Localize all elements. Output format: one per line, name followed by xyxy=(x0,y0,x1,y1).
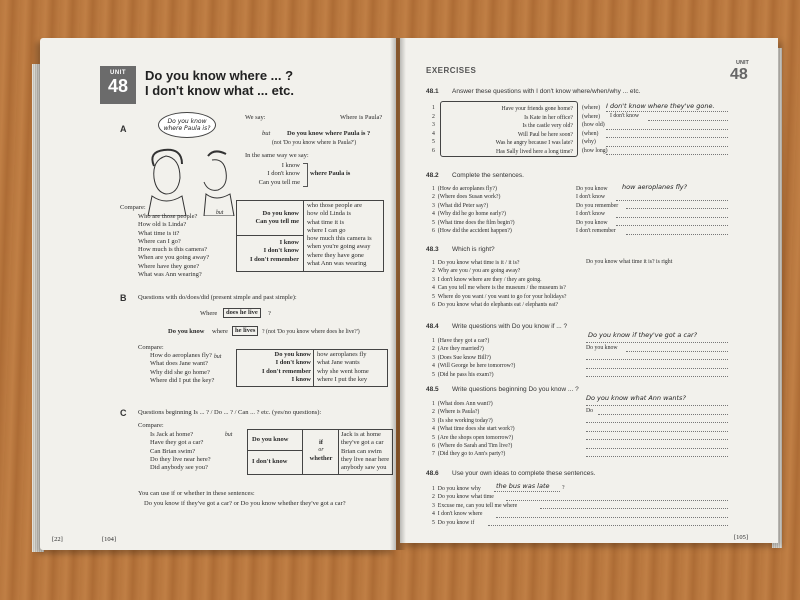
list-item: Do you know xyxy=(274,351,311,358)
list-item: whether xyxy=(309,454,333,462)
list-item: who those people are xyxy=(307,202,363,209)
list-item: if xyxy=(319,439,323,446)
box-divider xyxy=(313,350,314,386)
ex-48-3-number: 48.3 xyxy=(426,246,439,253)
list-item: 1 Do you know what time is it / it is? xyxy=(432,260,520,266)
list-item: Do you know xyxy=(576,219,608,226)
list-item: when you're going away xyxy=(307,243,371,251)
list-item: what Jane wants xyxy=(317,359,360,367)
list-item: 2 Why are you / you are going away? xyxy=(432,268,521,275)
box-c-right xyxy=(341,431,389,472)
list-item: 2 (Where is Paula?) xyxy=(432,409,480,416)
list-item: Is the castle very old? xyxy=(522,123,573,129)
section-c-intro: Questions beginning Is ... ? / Do ... ? / Can ... ? etc. (yes/no questions): xyxy=(138,409,322,416)
ex-48-3-items xyxy=(432,259,566,309)
ex-48-1-nums: 1 2 3 4 5 6 xyxy=(432,105,435,154)
right-page xyxy=(400,38,778,543)
book-gutter xyxy=(390,38,406,550)
answer-line xyxy=(606,146,728,147)
list-item: where they have gone xyxy=(307,251,364,259)
list-item: Why did she go home? xyxy=(150,368,210,376)
answer-line xyxy=(616,200,728,201)
box-a-left-bottom xyxy=(239,239,299,264)
not-note-a: (not 'Do you know where is Paula?') xyxy=(272,140,357,146)
list-item: they've got a car xyxy=(341,439,384,447)
list-item: 1 (Have they got a car?) xyxy=(432,338,490,344)
starter-can-you-tell-me: Can you tell me xyxy=(258,178,300,186)
list-item: Is Kate in her office? xyxy=(524,114,573,121)
ex-48-4-answer-1[interactable]: Do you know if they've got a car? xyxy=(588,331,698,339)
list-item: I don't remember xyxy=(262,367,311,375)
answer-line xyxy=(586,368,728,369)
list-item: (where) xyxy=(582,113,601,120)
list-item: Do you know xyxy=(262,210,299,217)
list-item: What time is it? xyxy=(138,229,180,237)
unit-label: UNIT xyxy=(110,70,126,76)
box-b-right xyxy=(317,351,369,384)
open-book xyxy=(28,28,780,564)
answer-line xyxy=(606,129,728,130)
compare-label-c: Compare: xyxy=(138,422,164,429)
box-divider xyxy=(338,430,339,474)
answer-line xyxy=(616,217,728,218)
section-b-intro: Questions with do/does/did (present simple and past simple): xyxy=(138,294,297,301)
qmark-b: ? xyxy=(268,310,271,317)
do-you-know-b: Do you know xyxy=(168,328,205,335)
list-item: what time it is xyxy=(307,218,345,226)
list-item: (how long) xyxy=(582,147,608,154)
list-item: how aeroplanes fly xyxy=(317,351,367,358)
list-item: Have they got a car? xyxy=(150,439,204,447)
ex-48-2-starts xyxy=(576,185,618,235)
list-item: How do aeroplanes fly? xyxy=(150,352,212,359)
list-item: I don't know xyxy=(263,247,299,255)
we-say-label: We say: xyxy=(245,114,266,121)
compare-box-c xyxy=(247,429,393,475)
list-item: I don't know xyxy=(275,359,311,367)
same-way-label: In the same way we say: xyxy=(245,152,309,159)
answer-line xyxy=(586,439,728,440)
do-you-know-where-paula-is: Do you know where Paula is ? xyxy=(287,130,371,137)
list-item: what Ann was wearing xyxy=(307,260,367,268)
ex-48-2-questions xyxy=(432,185,515,235)
list-item: 5 (Did he pass his exam?) xyxy=(432,371,494,378)
answer-line xyxy=(616,225,728,226)
list-item: (when) xyxy=(582,130,599,137)
list-item: or xyxy=(318,447,324,454)
list-item: Can you tell me xyxy=(255,218,299,226)
list-item: how much this camera is xyxy=(307,235,372,243)
list-item: 3 (What did Peter say?) xyxy=(432,202,489,209)
ex-48-5-questions xyxy=(432,400,515,459)
title-line-1: Do you know where ... ? xyxy=(145,68,294,83)
list-item: 4 I don't know where xyxy=(432,511,483,518)
answer-line xyxy=(540,508,728,509)
ex-48-4-number: 48.4 xyxy=(426,323,439,330)
ex-48-4-questions xyxy=(432,337,515,379)
unit-badge xyxy=(100,66,136,104)
page-title xyxy=(145,68,294,98)
box-c-mid xyxy=(304,439,338,463)
answer-line xyxy=(606,111,728,112)
unit-number-right: 48 xyxy=(730,66,748,83)
list-item: Brian can swim xyxy=(341,447,382,455)
list-item: What does Jane want? xyxy=(150,360,208,368)
answer-line xyxy=(586,431,728,432)
list-item: 5 (Are the shops open tomorrow?) xyxy=(432,434,514,441)
ex-48-5-number: 48.5 xyxy=(426,386,439,393)
but-label: but xyxy=(262,130,271,137)
ex-48-1-question-box xyxy=(440,101,578,157)
where-b2: where xyxy=(212,328,228,335)
ex-48-3-title: Which is right? xyxy=(452,246,495,253)
list-item: Can Brian swim? xyxy=(150,447,196,455)
box-c-left-2: I don't know xyxy=(252,458,288,465)
list-item: 6 (How did the accident happen?) xyxy=(432,228,512,235)
list-item: 3 Excuse me, can you tell me where xyxy=(432,502,518,509)
list-item: 2 (Where does Susan work?) xyxy=(432,194,501,201)
questions-list-c xyxy=(150,431,211,472)
list-item: 6 (Where do Sarah and Tim live?) xyxy=(432,443,513,450)
list-item: Where can I go? xyxy=(138,237,181,245)
section-a-letter: A xyxy=(120,124,127,134)
list-item: 4 Can you tell me where is the museum / the museum is? xyxy=(432,285,566,292)
if-whether-example: Do you know if they've got a car? or Do you know whether they've got a car? xyxy=(144,500,346,507)
page-number-left: [104] xyxy=(102,536,117,543)
list-item: I don't remember xyxy=(576,228,616,235)
where-is-paula: Where is Paula? xyxy=(340,114,383,121)
list-item: how old Linda is xyxy=(307,210,351,218)
list-item: 3 I don't know where are they / they are going. xyxy=(432,276,542,283)
page-number-right: [105] xyxy=(734,534,749,541)
list-item: 1 (What does Ann want?) xyxy=(432,401,493,407)
list-item: 6 Do you know what do elephants eat / elephants eat? xyxy=(432,302,559,309)
but-label-b: but xyxy=(214,354,222,360)
title-line-2: I don't know what ... etc. xyxy=(145,83,294,98)
two-people-illustration xyxy=(136,136,246,216)
compare-box-a xyxy=(236,200,384,272)
starter-i-dont-know: I don't know xyxy=(267,170,300,178)
answer-line xyxy=(648,120,728,121)
list-item: 5 Where do you want / you want to go for your holidays? xyxy=(432,293,567,300)
ex-48-6-answer-1[interactable]: the bus was late xyxy=(496,482,550,490)
list-item: Do they live near here? xyxy=(150,455,211,463)
list-item: 4 (Why did he go home early?) xyxy=(432,211,506,218)
list-item: where I put the key xyxy=(317,375,368,383)
he-lives-box: he lives xyxy=(232,326,258,336)
but-label-c: but xyxy=(225,432,233,438)
answer-line xyxy=(586,359,728,360)
ex-48-1-prompts xyxy=(582,104,608,155)
list-item: why she went home xyxy=(317,367,369,375)
section-c-letter: C xyxy=(120,408,127,418)
ex-48-1-answer-2[interactable]: I don't know xyxy=(610,113,640,119)
list-item: 5 Do you know if xyxy=(432,519,475,526)
where-label-b: Where xyxy=(200,310,218,317)
ex-48-5-start-2: Do xyxy=(586,408,594,414)
unit-number: 48 xyxy=(107,76,129,96)
section-b-letter: B xyxy=(120,293,127,303)
list-item: they live near here xyxy=(341,455,390,463)
questions-list-b xyxy=(150,352,214,385)
ex-48-1-questions xyxy=(441,105,573,156)
list-item: 1 (How do aeroplanes fly?) xyxy=(432,186,497,192)
ex-48-2-answer-1[interactable]: how aeroplanes fly? xyxy=(622,183,688,191)
compare-label-b: Compare: xyxy=(138,344,164,351)
box-a-right xyxy=(307,202,372,268)
unit-label-right: UNIT xyxy=(736,60,749,66)
list-item: Is Jack at home? xyxy=(150,431,194,438)
box-divider xyxy=(303,201,304,271)
list-item: Who are those people? xyxy=(138,213,198,220)
list-item: I don't remember xyxy=(250,255,299,263)
answer-line xyxy=(586,448,728,449)
speech-bubble-text: Do you know where Paula is? xyxy=(163,118,211,132)
does-he-live-box: does he live xyxy=(223,308,261,318)
list-item: I don't know xyxy=(576,194,606,201)
answer-line xyxy=(606,154,728,155)
box-divider xyxy=(248,450,303,451)
ex-48-1-number: 48.1 xyxy=(426,88,439,95)
ex-48-2-number: 48.2 xyxy=(426,172,439,179)
answer-line xyxy=(586,405,728,406)
box-c-left-1: Do you know xyxy=(252,436,289,443)
list-item: Jack is at home xyxy=(341,431,381,438)
list-item: (where) xyxy=(582,105,601,111)
list-item: What was Ann wearing? xyxy=(138,271,202,279)
list-item: Was he angry because I was late? xyxy=(495,140,573,146)
answer-line xyxy=(506,500,728,501)
list-item: 5 (What time does the film begin?) xyxy=(432,219,515,226)
list-item: anybody saw you xyxy=(341,464,387,472)
answer-line xyxy=(626,208,728,209)
questions-list-a xyxy=(138,213,209,279)
list-item: 3 (Does Sue know Bill?) xyxy=(432,354,491,361)
answer-line xyxy=(626,234,728,235)
answer-line xyxy=(626,351,728,352)
exercises-heading: EXERCISES xyxy=(426,66,477,75)
list-item: 2 (Are they married?) xyxy=(432,346,484,353)
starter-i-know: I know xyxy=(281,162,300,169)
ex-48-6-number: 48.6 xyxy=(426,470,439,477)
ex-48-5-answer-1[interactable]: Do you know what Ann wants? xyxy=(586,394,686,402)
list-item: where I can go xyxy=(307,226,346,234)
speech-bubble xyxy=(158,112,216,138)
edge-page-number: [22] xyxy=(52,536,63,543)
ex-48-1-answer-1[interactable]: I don't know where they've gone. xyxy=(606,102,715,110)
list-item: 4 (What time does she start work?) xyxy=(432,426,515,433)
if-whether-note: You can use if or whether in these sentences: xyxy=(138,490,255,497)
list-item: 1 Do you know why xyxy=(432,486,481,492)
brace-a xyxy=(303,163,308,187)
list-item: Did anybody see you? xyxy=(150,464,208,472)
answer-line xyxy=(598,414,728,415)
ex-48-2-title: Complete the sentences. xyxy=(452,172,524,179)
where-paula-is: where Paula is xyxy=(310,170,351,177)
answer-line xyxy=(586,342,728,343)
list-item: Do you know xyxy=(576,186,608,192)
list-item: How old is Linda? xyxy=(138,221,187,229)
list-item: Where did I put the key? xyxy=(150,376,215,384)
list-item: When are you going away? xyxy=(138,254,210,262)
ex-48-6-qmark: ? xyxy=(562,485,565,491)
list-item: 3 (Is she working today?) xyxy=(432,417,493,424)
list-item: 2 Do you know what time xyxy=(432,494,494,501)
box-b-left xyxy=(239,351,311,384)
answer-line xyxy=(586,422,728,423)
list-item: Will Paul be here soon? xyxy=(517,131,573,138)
list-item: I know xyxy=(279,239,299,246)
list-item: I know xyxy=(291,375,311,383)
starter-list xyxy=(240,162,300,187)
left-page xyxy=(40,38,396,550)
ex-48-6-title: Use your own ideas to complete these sentences. xyxy=(452,470,596,477)
ex-48-3-example-answer: Do you know what time it is? is right xyxy=(586,259,673,265)
ex-48-4-title: Write questions with Do you know if ... ? xyxy=(452,323,568,330)
list-item: Where have they gone? xyxy=(138,262,200,270)
ex-48-1-title: Answer these questions with I don't know where/when/why ... etc. xyxy=(452,88,641,95)
list-item: 4 (Will George be here tomorrow?) xyxy=(432,363,516,370)
answer-line xyxy=(496,517,728,518)
compare-label-a: Compare: xyxy=(120,204,146,211)
compare-box-b xyxy=(236,349,388,387)
list-item: How much is this camera? xyxy=(138,246,207,254)
box-a-left-top xyxy=(239,210,299,227)
list-item: (why) xyxy=(582,139,596,145)
box-divider xyxy=(237,235,304,236)
ex-48-5-title: Write questions beginning Do you know ... ? xyxy=(452,386,579,393)
answer-line xyxy=(606,137,728,138)
list-item: I don't know xyxy=(576,211,606,218)
answer-line xyxy=(586,456,728,457)
but-label-a2: but xyxy=(216,210,224,216)
answer-line xyxy=(586,376,728,377)
list-item: (how old) xyxy=(582,122,605,128)
box-divider xyxy=(302,430,303,474)
ex-48-4-start-2: Do you know xyxy=(586,345,618,351)
list-item: 7 (Did they go to Ann's party?) xyxy=(432,451,506,458)
list-item: Have your friends gone home? xyxy=(501,106,573,112)
list-item: Do you remember xyxy=(576,202,619,209)
answer-line xyxy=(488,525,728,526)
answer-line xyxy=(494,491,560,492)
list-item: Has Sally lived here a long time? xyxy=(496,148,573,155)
not-note-b: ? (not 'Do you know where does he live?') xyxy=(262,329,360,335)
